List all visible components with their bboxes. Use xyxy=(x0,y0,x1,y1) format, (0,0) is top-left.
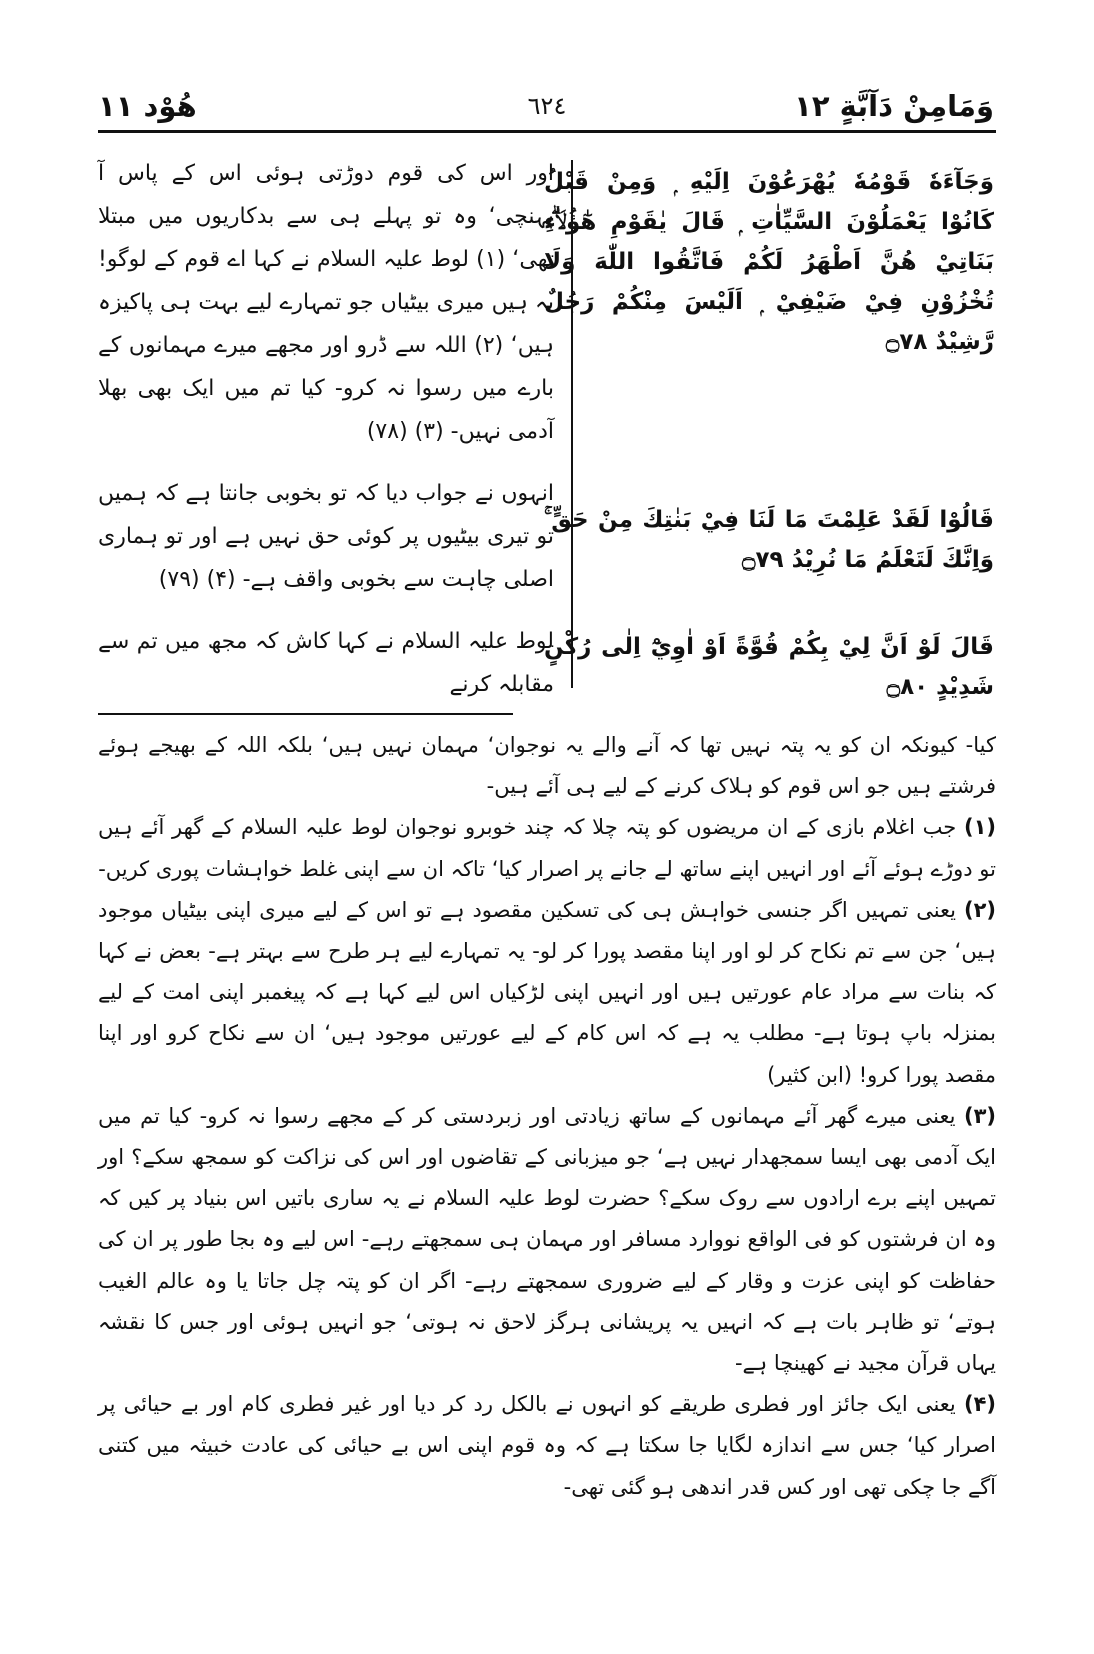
footnote-text: یعنی میرے گھر آئے مہمانوں کے ساتھ زیادتی اور زبردستی کر کے مجھے رسوا نہ کرو- کیا تم میں ایک آدمی بھی ایسا سمجھدار نہیں ہے‘ جو میزبانی کے تقاضوں اور اس کی نزاکت کو سمجھ سکے؟ اور تمہیں اپنے برے ارادوں سے روک سکے؟ حضرت لوط علیہ السلام نے یہ ساری باتیں اس بنیاد پر کیں کہ وہ ان فرشتوں کو فی الواقع نووارد مسافر اور مہمان ہی سمجھتے رہے- اس لیے وہ بجا طور پر ان کی حفاظت کو اپنی عزت و وقار کے لیے ضروری سمجھتے رہے- اگر ان کو پتہ چل جاتا یا وہ عالم الغیب ہوتے‘ تو ظاہر بات ہے کہ انہیں یہ پریشانی ہرگز لاحق نہ ہوتی‘ جو انہیں ہوئی اور جس کا نقشہ یہاں قرآن مجید نے کھینچا ہے- xyxy=(98,1103,996,1376)
arabic-verse-78: وَجَآءَهٗ قَوْمُهٗ يُهْرَعُوْنَ اِلَيْهِ ۭ وَمِنْ قَبْلُ كَانُوْا يَعْمَلُوْنَ السَّيِّاٰتِ ۭ قَالَ يٰقَوْمِ هٰٓؤُلَاۗءِ بَنَاتِيْ هُنَّ اَطْهَرُ لَكُمْ فَاتَّقُوا اللّٰهَ وَلَا تُخْزُوْنِ فِيْ ضَيْفِيْ ۭ اَلَيْسَ مِنْكُمْ رَجُلٌ رَّشِيْدٌ ۝٧٨ xyxy=(544,169,994,355)
arabic-verse-80: قَالَ لَوْ اَنَّ لِيْ بِكُمْ قُوَّةً اَوْ اٰوِيْٓ اِلٰى رُكْنٍ شَدِيْدٍ ۝٨٠ xyxy=(544,634,994,700)
footnote-3 xyxy=(98,1096,996,1384)
footnote-number: (۲) xyxy=(963,897,996,922)
urdu-translation-80: لوط علیہ السلام نے کہا کاش کہ مجھ میں تم سے مقابلہ کرنے xyxy=(98,629,554,697)
footnote-text: یعنی تمہیں اگر جنسی خواہش ہی کی تسکین مقصود ہے تو اس کے لیے میری اپنی بیٹیاں موجود ہیں‘ جن سے تم نکاح کر لو اور اپنا مقصد پورا کر لو- یہ تمہارے لیے ہر طرح سے بہتر ہے- بعض نے کہا کہ بنات سے مراد عام عورتیں ہیں اور انہیں اپنی لڑکیاں اس لیے کہا ہے کہ پیغمبر اپنی امت کے لیے بمنزلہ باپ ہوتا ہے- مطلب یہ ہے کہ اس کام کے لیے عورتیں موجود ہیں‘ ان سے نکاح کرو اور اپنا مقصد پورا کرو! (ابن کثیر) xyxy=(98,897,996,1087)
footnotes xyxy=(98,725,996,1508)
arabic-verse-79: قَالُوْا لَقَدْ عَلِمْتَ مَا لَنَا فِيْ بَنٰتِكَ مِنْ حَقٍّ ۚ وَاِنَّكَ لَتَعْلَمُ مَا نُرِيْدُ ۝٧٩ xyxy=(544,507,994,573)
footnote-text: یعنی ایک جائز اور فطری طریقے کو انہوں نے بالکل رد کر دیا اور غیر فطری کام اور بے حیائی پر اصرار کیا‘ جس سے اندازہ لگایا جا سکتا ہے کہ وہ قوم اپنی اس بے حیائی کی عادت خبیثہ میں کتنی آگے جا چکی تھی اور کس قدر اندھی ہو گئی تھی- xyxy=(98,1392,996,1499)
footnote-number: (۴) xyxy=(963,1392,996,1417)
footnote-1 xyxy=(98,807,996,889)
urdu-translation-79: انہوں نے جواب دیا کہ تو بخوبی جانتا ہے کہ ہمیں تو تیری بیٹیوں پر کوئی حق نہیں ہے اور تو ہماری اصلی چاہت سے بخوبی واقف ہے- (۴) (۷۹) xyxy=(98,481,554,592)
page-number: ٦٢٤ xyxy=(527,92,567,120)
footnote-number: (۳) xyxy=(963,1103,996,1128)
footnote-4 xyxy=(98,1384,996,1508)
footnote-text: جب اغلام بازی کے ان مریضوں کو پتہ چلا کہ چند خوبرو نوجوان لوط علیہ السلام کے گھر آئے ہیں تو دوڑے ہوئے آئے اور انہیں اپنے ساتھ لے جانے پر اصرار کیا‘ تاکہ ان سے اپنی غلط خواہشات پوری کریں- xyxy=(98,815,996,881)
footnote-2 xyxy=(98,890,996,1096)
juz-title: وَمَامِنْ دَآبَّةٍ ١٢ xyxy=(794,89,994,123)
header-divider xyxy=(98,130,996,133)
urdu-translation-78: اور اس کی قوم دوڑتی ہوئی اس کے پاس آ پہنچی‘ وہ تو پہلے ہی سے بدکاریوں میں مبتلا تھی‘ (۱) لوط علیہ السلام نے کہا اے قوم کے لوگو! یہ ہیں میری بیٹیاں جو تمہارے لیے بہت ہی پاکیزہ ہیں‘ (۲) اللہ سے ڈرو اور مجھے میرے مہمانوں کے بارے میں رسوا نہ کرو- کیا تم میں ایک بھی بھلا آدمی نہیں- (۳) (۷۸) xyxy=(98,161,555,444)
surah-title: هُوْد ١١ xyxy=(98,89,197,123)
footnote-intro: کیا- کیونکہ ان کو یہ پتہ نہیں تھا کہ آنے والے یہ نوجوان‘ مہمان نہیں ہیں‘ بلکہ اللہ کے بھیجے ہوئے فرشتے ہیں جو اس قوم کو ہلاک کرنے کے لیے ہی آئے ہیں- xyxy=(98,733,996,799)
footnote-number: (۱) xyxy=(963,815,996,840)
footnote-divider xyxy=(98,713,513,715)
